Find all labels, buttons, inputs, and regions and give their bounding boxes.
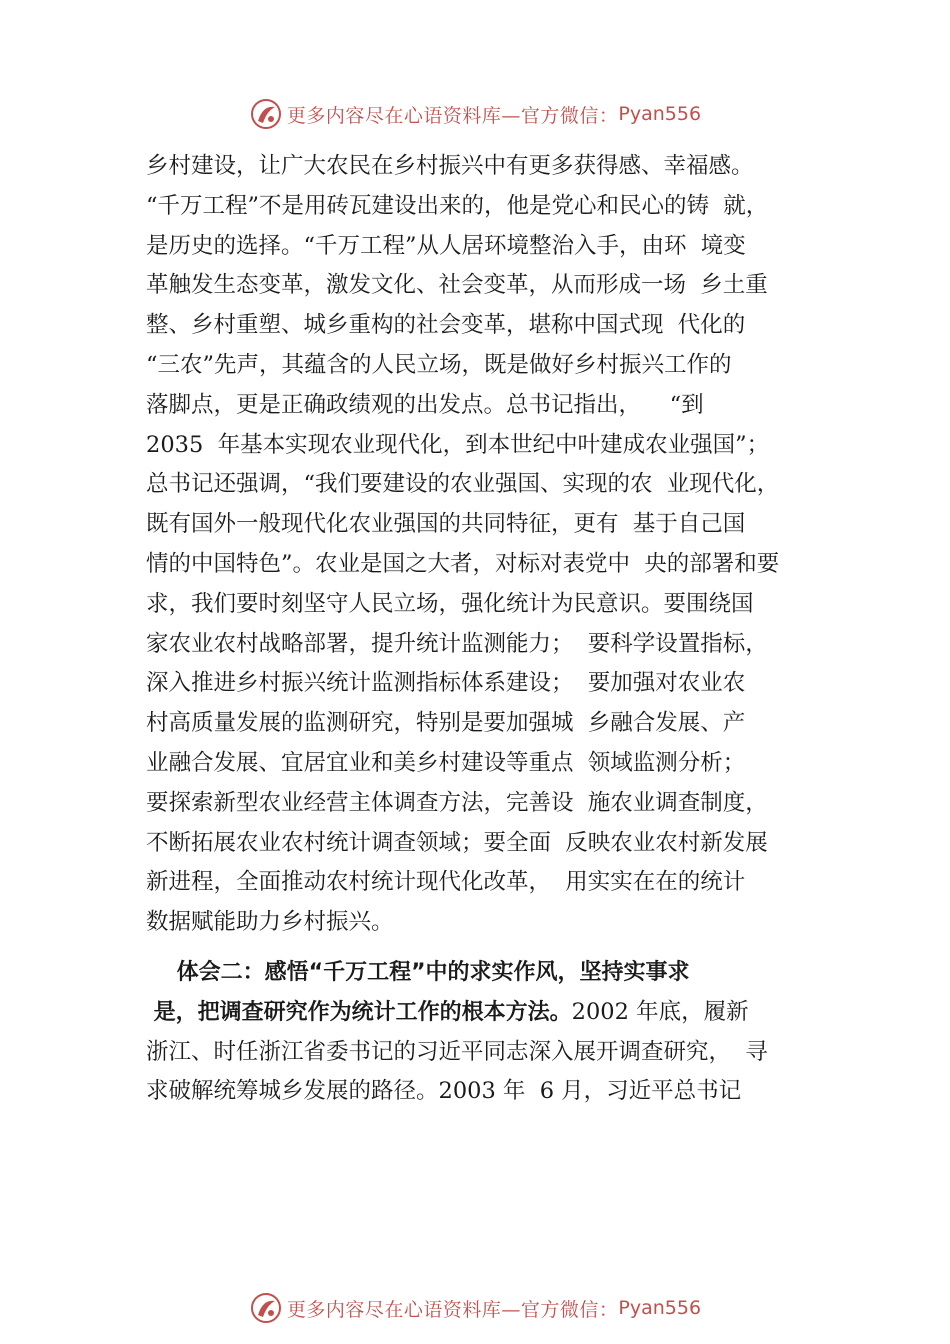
footer-watermark (0, 1288, 950, 1328)
text-line: 既有国外一般现代化农业强国的共同特征，更有 基于自己国 (146, 511, 746, 538)
watermark-text: 更多内容尽在心语资料库—官方微信： (286, 104, 619, 127)
text-line: 求，我们要时刻坚守人民立场，强化统计为民意识。要围绕国 (146, 590, 754, 617)
document-body (146, 147, 846, 1112)
text-line: 整、乡村重塑、城乡重构的社会变革，堪称中国式现 代化的 (146, 312, 746, 339)
logo-icon (249, 1291, 283, 1325)
text-line: 总书记还强调，“我们要建设的农业强国、实现的农 业现代化， (146, 471, 780, 498)
text-line: 是历史的选择。“千万工程”从人居环境整治入手，由环 境变 (146, 232, 746, 259)
text-line: 深入推进乡村振兴统计监测指标体系建设； 要加强对农业农 (146, 670, 746, 697)
text-line: 村高质量发展的监测研究，特别是要加强城 乡融合发展、产 (146, 710, 746, 737)
text-line: 家农业农村战略部署，提升统计监测能力； 要科学设置指标， (146, 630, 768, 657)
paragraph-2 (146, 953, 846, 1112)
watermark-wechat-id: Pyan556 (618, 1297, 702, 1319)
text-line: 浙江、时任浙江省委书记的习近平同志深入展开调查研究， 寻 (146, 1038, 768, 1065)
text-line: 业融合发展、宜居宜业和美乡村建设等重点 领域监测分析； (146, 749, 746, 776)
paragraph-1 (146, 147, 846, 943)
text-line: 新进程，全面推动农村统计现代化改革， 用实实在在的统计 (146, 869, 746, 896)
text-line: 情的中国特色”。农业是国之大者，对标对表党中 央的部署和要 (146, 550, 780, 577)
text-line: 数据赋能助力乡村振兴。 (146, 909, 394, 936)
text-line: “千万工程”不是用砖瓦建设出来的，他是党心和民心的铸 就， (146, 192, 769, 219)
text-line: 乡村建设，让广大农民在乡村振兴中有更多获得感、幸福感。 (146, 153, 754, 179)
watermark-wechat-id: Pyan556 (618, 103, 702, 125)
text-line: 不断拓展农业农村统计调查领域；要全面 反映农业农村新发展 (146, 829, 768, 856)
text-line: 求破解统筹城乡发展的路径。2003 年 6 月，习近平总书记 (146, 1078, 742, 1105)
section-heading-continued: 是，把调查研究作为统计工作的根本方法。 (146, 999, 572, 1025)
text-line: “三农”先声，其蕴含的人民立场，既是做好乡村振兴工作的 (146, 351, 732, 378)
header-watermark (0, 94, 950, 134)
text-line: 落脚点，更是正确政绩观的出发点。总书记指出， “到 (146, 391, 704, 418)
text-line: 革触发生态变革，激发文化、社会变革，从而形成一场 乡土重 (146, 272, 768, 299)
section-heading: 体会二：感悟“千万工程”中的求实作风，坚持实事求 (146, 959, 690, 985)
text-run: 2002 年底，履新 (571, 998, 749, 1025)
text-line (146, 993, 846, 1033)
text-line: 2035 年基本实现农业现代化，到本世纪中叶建成农业强国”； (146, 431, 770, 458)
watermark-text: 更多内容尽在心语资料库—官方微信： (286, 1298, 619, 1321)
logo-icon (249, 97, 283, 131)
text-line: 要探索新型农业经营主体调查方法，完善设 施农业调查制度， (146, 789, 768, 816)
